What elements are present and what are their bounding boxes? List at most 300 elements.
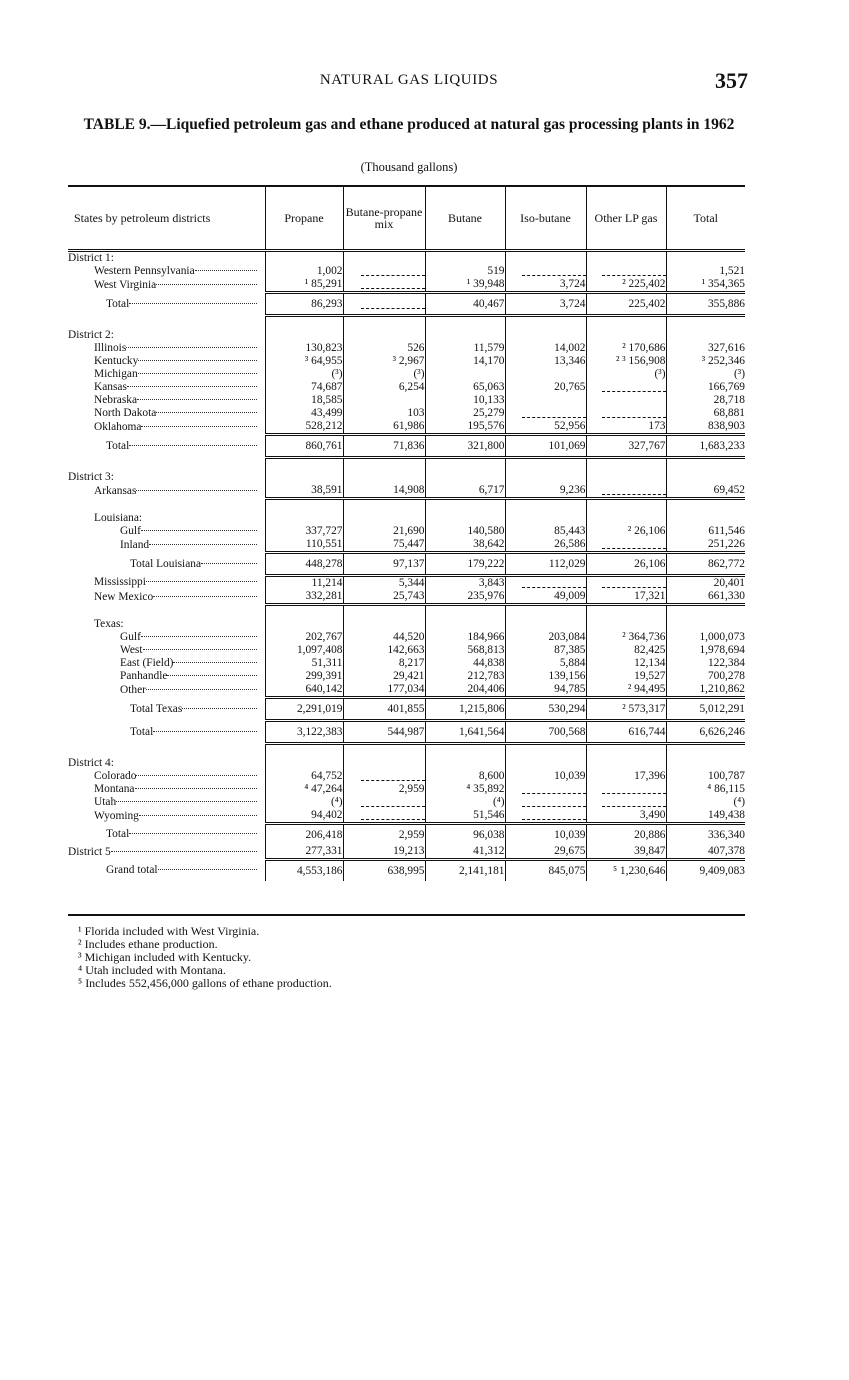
leader-dots — [138, 360, 257, 361]
dash-placeholder — [602, 579, 666, 588]
table-cell: 11,214 — [265, 576, 343, 591]
leader-dots — [149, 544, 257, 545]
row-label-text: Colorado — [94, 770, 137, 782]
table-cell: 519 — [425, 265, 505, 278]
table-cell: 6,254 — [343, 381, 425, 394]
row-label-text: Michigan — [94, 368, 138, 380]
row-label-text: Total — [130, 726, 154, 738]
table-cell — [666, 618, 745, 631]
spacer-cell — [666, 458, 745, 472]
table-cell: 3,122,383 — [265, 721, 343, 744]
table-cell: 20,886 — [586, 824, 666, 846]
table-cell: 204,406 — [425, 683, 505, 698]
table-cell: 29,675 — [505, 845, 586, 860]
table-cell — [265, 618, 343, 631]
table-cell — [265, 471, 343, 484]
row-label — [68, 394, 265, 407]
table-cell: 69,452 — [666, 484, 745, 499]
table-cell: 25,743 — [343, 590, 425, 605]
spacer-cell — [425, 316, 505, 330]
row-label — [68, 670, 265, 683]
spacer-cell — [505, 499, 586, 513]
column-header-iso-butane: Iso-butane — [505, 187, 586, 251]
leader-dots — [201, 563, 257, 564]
total-row — [68, 435, 745, 458]
table-cell: (³) — [666, 368, 745, 381]
table-row — [68, 618, 745, 631]
row-label — [68, 381, 265, 394]
spacer-cell — [666, 499, 745, 513]
table-cell: 96,038 — [425, 824, 505, 846]
row-label-text: District 5 — [68, 845, 111, 858]
leader-dots — [156, 412, 257, 413]
spacer-cell — [343, 744, 425, 758]
table-cell: ⁵ 1,230,646 — [586, 860, 666, 882]
table-cell — [586, 783, 666, 796]
table-cell: 29,421 — [343, 670, 425, 683]
table-cell: 112,029 — [505, 553, 586, 576]
footnote-text: Includes ethane production. — [84, 937, 218, 951]
row-label — [68, 618, 265, 631]
footnote-mark: ² — [78, 937, 85, 951]
table-cell: ¹ 85,291 — [265, 278, 343, 293]
row-label-text: North Dakota — [94, 407, 157, 419]
leader-dots — [127, 386, 257, 387]
table-cell: 838,903 — [666, 420, 745, 435]
row-label-text: District 1: — [68, 252, 114, 264]
spacer-cell — [505, 458, 586, 472]
table-cell — [586, 538, 666, 553]
footnote-mark: ¹ — [78, 924, 85, 938]
table-cell — [586, 471, 666, 484]
table-cell: 202,767 — [265, 631, 343, 644]
row-label — [68, 368, 265, 381]
table-cell: 94,402 — [265, 809, 343, 824]
row-label-text: Illinois — [94, 342, 127, 354]
spacer-cell — [425, 744, 505, 758]
row-label — [68, 783, 265, 796]
table-cell — [505, 471, 586, 484]
table-cell — [586, 251, 666, 266]
table-cell — [425, 251, 505, 266]
dash-placeholder — [522, 409, 586, 418]
table-cell: 277,331 — [265, 845, 343, 860]
table-cell — [505, 512, 586, 525]
table-cell — [666, 251, 745, 266]
table-row — [68, 538, 745, 553]
table-cell: 130,823 — [265, 342, 343, 355]
table-cell: 640,142 — [265, 683, 343, 698]
table-cell — [505, 783, 586, 796]
row-label — [68, 809, 265, 824]
spacer-row — [68, 744, 745, 758]
table-cell — [586, 394, 666, 407]
row-label — [68, 355, 265, 368]
table-cell: 26,586 — [505, 538, 586, 553]
table-cell — [586, 796, 666, 809]
row-label — [68, 770, 265, 783]
table-subtitle: (Thousand gallons) — [360, 160, 458, 174]
row-label-text: Total — [106, 828, 130, 841]
table-cell — [343, 757, 425, 770]
table-cell — [343, 394, 425, 407]
table-cell: 43,499 — [265, 407, 343, 420]
spacer-cell — [425, 499, 505, 513]
table-cell: 528,212 — [265, 420, 343, 435]
spacer-cell — [586, 605, 666, 619]
table-cell: 2,291,019 — [265, 698, 343, 721]
table-row — [68, 420, 745, 435]
table-cell: ³ 64,955 — [265, 355, 343, 368]
row-label — [68, 845, 265, 860]
row-label-text: Texas: — [94, 618, 124, 630]
spacer-row — [68, 605, 745, 619]
table-cell — [343, 796, 425, 809]
table-cell: 17,396 — [586, 770, 666, 783]
table-cell: ¹ 39,948 — [425, 278, 505, 293]
column-header-other-lp-gas: Other LP gas — [586, 187, 666, 251]
table-cell: 8,600 — [425, 770, 505, 783]
total-row — [68, 553, 745, 576]
row-label-text: Total Texas — [130, 703, 183, 715]
table-cell: 700,278 — [666, 670, 745, 683]
leader-dots — [141, 530, 257, 531]
table-cell: 544,987 — [343, 721, 425, 744]
table-cell: 12,134 — [586, 657, 666, 670]
table-cell: 1,210,862 — [666, 683, 745, 698]
row-label — [68, 796, 265, 809]
table-cell — [265, 329, 343, 342]
spacer-cell — [666, 316, 745, 330]
table-cell: 1,215,806 — [425, 698, 505, 721]
dash-placeholder — [602, 540, 666, 549]
spacer-cell — [343, 605, 425, 619]
running-title: NATURAL GAS LIQUIDS — [319, 72, 499, 88]
row-label-text: Montana — [94, 783, 135, 795]
column-header-states: States by petroleum districts — [68, 187, 265, 251]
row-label — [68, 576, 265, 591]
leader-dots — [153, 596, 257, 597]
table-cell — [343, 809, 425, 824]
table-cell: 21,690 — [343, 525, 425, 538]
table-cell: 40,467 — [425, 293, 505, 316]
footnote-text: Includes 552,456,000 gallons of ethane production. — [85, 976, 332, 990]
table-row — [68, 368, 745, 381]
table-cell — [425, 329, 505, 342]
table-cell: ⁴ 86,115 — [666, 783, 745, 796]
table-row — [68, 770, 745, 783]
table-cell: 17,321 — [586, 590, 666, 605]
leader-dots — [129, 833, 257, 834]
table-cell: 327,616 — [666, 342, 745, 355]
table-cell: 41,312 — [425, 845, 505, 860]
table-cell — [586, 576, 666, 591]
row-label-text: Western Pennsylvania — [94, 265, 195, 277]
row-label-text: Total Louisiana — [130, 558, 202, 570]
leader-dots — [167, 675, 257, 676]
table-cell: 97,137 — [343, 553, 425, 576]
dash-placeholder — [361, 772, 425, 781]
table-cell: 1,002 — [265, 265, 343, 278]
table-cell: 1,683,233 — [666, 435, 745, 458]
table-cell: 299,391 — [265, 670, 343, 683]
table-cell: (³) — [265, 368, 343, 381]
row-label — [68, 293, 265, 316]
spacer-cell — [343, 316, 425, 330]
spacer-cell — [68, 499, 265, 513]
table-cell: 2,959 — [343, 783, 425, 796]
table-cell: 5,012,291 — [666, 698, 745, 721]
table-cell: 337,727 — [265, 525, 343, 538]
leader-dots — [153, 731, 257, 732]
table-cell: 448,278 — [265, 553, 343, 576]
table-cell: 3,843 — [425, 576, 505, 591]
table-cell: 526 — [343, 342, 425, 355]
footnote — [78, 977, 738, 990]
dash-placeholder — [361, 811, 425, 820]
column-header-butane-propane-mix: Butane-propane mix — [343, 187, 425, 251]
table-cell — [343, 251, 425, 266]
dash-placeholder — [361, 300, 425, 309]
table-cell: 2,141,181 — [425, 860, 505, 882]
table-cell: (³) — [586, 368, 666, 381]
leader-dots — [139, 815, 257, 816]
table-cell: 44,520 — [343, 631, 425, 644]
leader-dots — [137, 399, 257, 400]
table-cell: 87,385 — [505, 644, 586, 657]
table-cell: 327,767 — [586, 435, 666, 458]
table-cell — [425, 471, 505, 484]
leader-dots — [146, 689, 257, 690]
table-cell: 61,986 — [343, 420, 425, 435]
table-cell: 3,724 — [505, 293, 586, 316]
row-label — [68, 644, 265, 657]
row-label-text: Nebraska — [94, 394, 138, 406]
table-cell: (⁴) — [666, 796, 745, 809]
table-cell: ¹ 354,365 — [666, 278, 745, 293]
footnotes — [78, 925, 738, 990]
row-label-text: Oklahoma — [94, 420, 142, 433]
row-label-text: West — [120, 644, 143, 656]
row-label — [68, 657, 265, 670]
leader-dots — [141, 636, 257, 637]
table-cell — [505, 809, 586, 824]
leader-dots — [141, 426, 257, 427]
spacer-cell — [265, 744, 343, 758]
column-header-butane: Butane — [425, 187, 505, 251]
footnote-text: Michigan included with Kentucky. — [84, 950, 252, 964]
table-cell: 39,847 — [586, 845, 666, 860]
table-cell: 9,409,083 — [666, 860, 745, 882]
table-row — [68, 757, 745, 770]
table-cell — [343, 471, 425, 484]
spacer-cell — [586, 458, 666, 472]
spacer-row — [68, 499, 745, 513]
table-cell: (⁴) — [265, 796, 343, 809]
row-label-text: Gulf — [120, 525, 141, 537]
table-row — [68, 394, 745, 407]
row-label — [68, 484, 265, 499]
table-row — [68, 381, 745, 394]
footnote-text: Florida included with West Virginia. — [84, 924, 260, 938]
table-cell — [343, 512, 425, 525]
table-cell: 179,222 — [425, 553, 505, 576]
table-cell — [505, 796, 586, 809]
table-cell — [505, 407, 586, 420]
table-cell: 122,384 — [666, 657, 745, 670]
row-label-text: Total — [106, 298, 130, 310]
row-label-text: New Mexico — [94, 590, 154, 603]
table-cell: 14,170 — [425, 355, 505, 368]
table-cell: 9,236 — [505, 484, 586, 499]
table-cell — [505, 618, 586, 631]
row-label — [68, 329, 265, 342]
table-cell — [425, 512, 505, 525]
dash-placeholder — [522, 267, 586, 276]
spacer-cell — [265, 316, 343, 330]
table-cell — [343, 278, 425, 293]
row-label — [68, 721, 265, 744]
dash-placeholder — [361, 267, 425, 276]
table-row — [68, 329, 745, 342]
row-label — [68, 471, 265, 484]
table-cell: 100,787 — [666, 770, 745, 783]
table-cell: ² 170,686 — [586, 342, 666, 355]
leader-dots — [126, 347, 257, 348]
table-cell: 110,551 — [265, 538, 343, 553]
spacer-cell — [505, 744, 586, 758]
table-cell — [505, 576, 586, 591]
row-label — [68, 512, 265, 525]
table-cell: ² 364,736 — [586, 631, 666, 644]
dash-placeholder — [522, 798, 586, 807]
table-row — [68, 644, 745, 657]
row-label — [68, 420, 265, 435]
table-row — [68, 278, 745, 293]
table-cell: 103 — [343, 407, 425, 420]
row-label-text: Other — [120, 683, 146, 696]
table-cell: ² ³ 156,908 — [586, 355, 666, 368]
table-row — [68, 525, 745, 538]
row-label — [68, 553, 265, 576]
table-cell: 64,752 — [265, 770, 343, 783]
dash-placeholder — [602, 798, 666, 807]
spacer-cell — [68, 744, 265, 758]
leader-dots — [156, 284, 257, 285]
row-label — [68, 251, 265, 266]
column-header-propane: Propane — [265, 187, 343, 251]
leader-dots — [158, 869, 257, 870]
row-label — [68, 631, 265, 644]
table-cell: 225,402 — [586, 293, 666, 316]
table-cell: 1,641,564 — [425, 721, 505, 744]
total-row — [68, 721, 745, 744]
row-label-text: Louisiana: — [94, 512, 143, 524]
table-row — [68, 683, 745, 698]
footnote-mark: ³ — [78, 950, 85, 964]
production-table — [68, 187, 745, 881]
row-label — [68, 407, 265, 420]
row-label-text: Kentucky — [94, 355, 139, 367]
table-cell: 203,084 — [505, 631, 586, 644]
table-row — [68, 670, 745, 683]
table-cell: 173 — [586, 420, 666, 435]
table-cell — [586, 484, 666, 499]
spacer-cell — [586, 316, 666, 330]
row-label-text: Total — [106, 440, 130, 452]
row-label-text: District 3: — [68, 471, 114, 483]
total-row — [68, 698, 745, 721]
table-cell: 860,761 — [265, 435, 343, 458]
total-row — [68, 293, 745, 316]
table-row — [68, 512, 745, 525]
table-cell: 6,717 — [425, 484, 505, 499]
table-cell: 1,978,694 — [666, 644, 745, 657]
table-cell: 82,425 — [586, 644, 666, 657]
table-cell — [343, 618, 425, 631]
table-cell: 20,765 — [505, 381, 586, 394]
table-cell: 11,579 — [425, 342, 505, 355]
table-cell: 8,217 — [343, 657, 425, 670]
table-title: TABLE 9.—Liquefied petroleum gas and ethane produced at natural gas processing plants in 1962 — [83, 116, 735, 133]
table-cell — [586, 512, 666, 525]
leader-dots — [173, 662, 257, 663]
table-cell: 166,769 — [666, 381, 745, 394]
row-label-text: District 4: — [68, 757, 114, 769]
table-cell — [666, 512, 745, 525]
table-cell: 184,966 — [425, 631, 505, 644]
table-cell: 85,443 — [505, 525, 586, 538]
table-cell: 251,226 — [666, 538, 745, 553]
table-cell — [505, 368, 586, 381]
row-label — [68, 265, 265, 278]
dash-placeholder — [522, 811, 586, 820]
table-row — [68, 590, 745, 605]
table-cell: 3,490 — [586, 809, 666, 824]
table-cell — [425, 757, 505, 770]
row-label-text: Panhandle — [120, 670, 168, 682]
table-row — [68, 576, 745, 591]
dash-placeholder — [602, 267, 666, 276]
leader-dots — [135, 788, 257, 789]
table-cell: 68,881 — [666, 407, 745, 420]
table-cell: 65,063 — [425, 381, 505, 394]
leader-dots — [146, 581, 257, 582]
table-cell: 38,591 — [265, 484, 343, 499]
table-cell: 407,378 — [666, 845, 745, 860]
table-cell: 332,281 — [265, 590, 343, 605]
table-cell — [265, 757, 343, 770]
table-cell: 49,009 — [505, 590, 586, 605]
table-cell: 321,800 — [425, 435, 505, 458]
table-cell: 700,568 — [505, 721, 586, 744]
table-row — [68, 484, 745, 499]
table-cell: 336,340 — [666, 824, 745, 846]
spacer-cell — [265, 499, 343, 513]
table-cell: 94,785 — [505, 683, 586, 698]
table-cell: 1,521 — [666, 265, 745, 278]
table-cell — [343, 770, 425, 783]
dash-placeholder — [522, 785, 586, 794]
table-cell: 139,156 — [505, 670, 586, 683]
table-row — [68, 631, 745, 644]
table-cell: (³) — [343, 368, 425, 381]
table-cell — [586, 618, 666, 631]
row-label-text: Arkansas — [94, 484, 137, 497]
table-cell: 19,527 — [586, 670, 666, 683]
table-cell: ⁴ 35,892 — [425, 783, 505, 796]
leader-dots — [195, 270, 257, 271]
